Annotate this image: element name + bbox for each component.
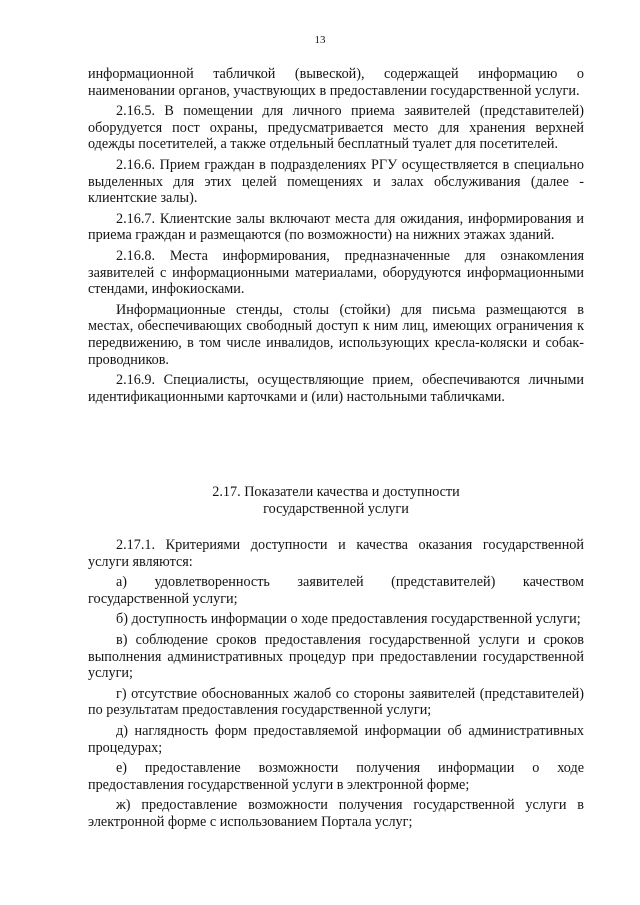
paragraph-2-16-6: 2.16.6. Прием граждан в подразделениях РГУ осуществляется в специально выделенных для этих целей помещениях и залах обслуживания (далее - клиентские залы). [88, 156, 584, 207]
list-item-d: д) наглядность форм предоставляемой информации об административных процедурах; [88, 722, 584, 756]
list-item-e: е) предоставление возможности получения информации о ходе предоставления государственной услуги в электронной форме; [88, 760, 584, 793]
paragraph-2-17-1: 2.17.1. Критериями доступности и качества оказания государственной услуги являются: [88, 537, 584, 570]
list-item-v: в) соблюдение сроков предоставления государственной услуги и сроков выполнения административных процедур при предоставлении государственной услуги; [88, 631, 584, 682]
list-item-a: а) удовлетворенность заявителей (представителей) качеством государственной услуги; [88, 574, 584, 607]
section-2-16-text [88, 66, 584, 409]
paragraph-continuation: информационной табличкой (вывеской), содержащей информацию о наименовании органов, участвующих в предоставлении государственной услуги. [88, 66, 584, 99]
paragraph-2-16-9: 2.16.9. Специалисты, осуществляющие прием, обеспечиваются личными идентификационными карточками и (или) настольными табличками. [88, 372, 584, 405]
list-item-g: г) отсутствие обоснованных жалоб со стороны заявителей (представителей) по результатам предоставления государственной услуги; [88, 685, 584, 719]
section-heading-2-17 [88, 484, 584, 518]
paragraph-2-16-5: 2.16.5. В помещении для личного приема заявителей (представителей) оборудуется пост охраны, предусматривается место для хранения верхней одежды посетителей, а также отдельный бесплатный туалет для посетителей. [88, 103, 584, 153]
page-number: 13 [314, 34, 326, 46]
heading-line-1: 2.17. Показатели качества и доступности [212, 484, 460, 500]
list-item-zh: ж) предоставление возможности получения государственной услуги в электронной форме с использованием Портала услуг; [88, 797, 584, 830]
list-item-b: б) доступность информации о ходе предоставления государственной услуги; [116, 611, 581, 628]
section-2-17-text [88, 537, 584, 835]
paragraph-2-16-7: 2.16.7. Клиентские залы включают места для ожидания, информирования и приема граждан и размещаются (по возможности) на нижних этажах зданий. [88, 210, 584, 244]
paragraph-info-stands: Информационные стенды, столы (стойки) для письма размещаются в местах, обеспечивающих свободный доступ к ним лиц, имеющих ограничения к передвижению, в том числе инвалидов, использующих кресла-коляски и собак-проводников. [88, 301, 584, 368]
paragraph-2-16-8: 2.16.8. Места информирования, предназначенные для ознакомления заявителей с информационными материалами, оборудуются информационными стендами, инфокиосками. [88, 247, 584, 298]
heading-line-2: государственной услуги [263, 501, 409, 517]
